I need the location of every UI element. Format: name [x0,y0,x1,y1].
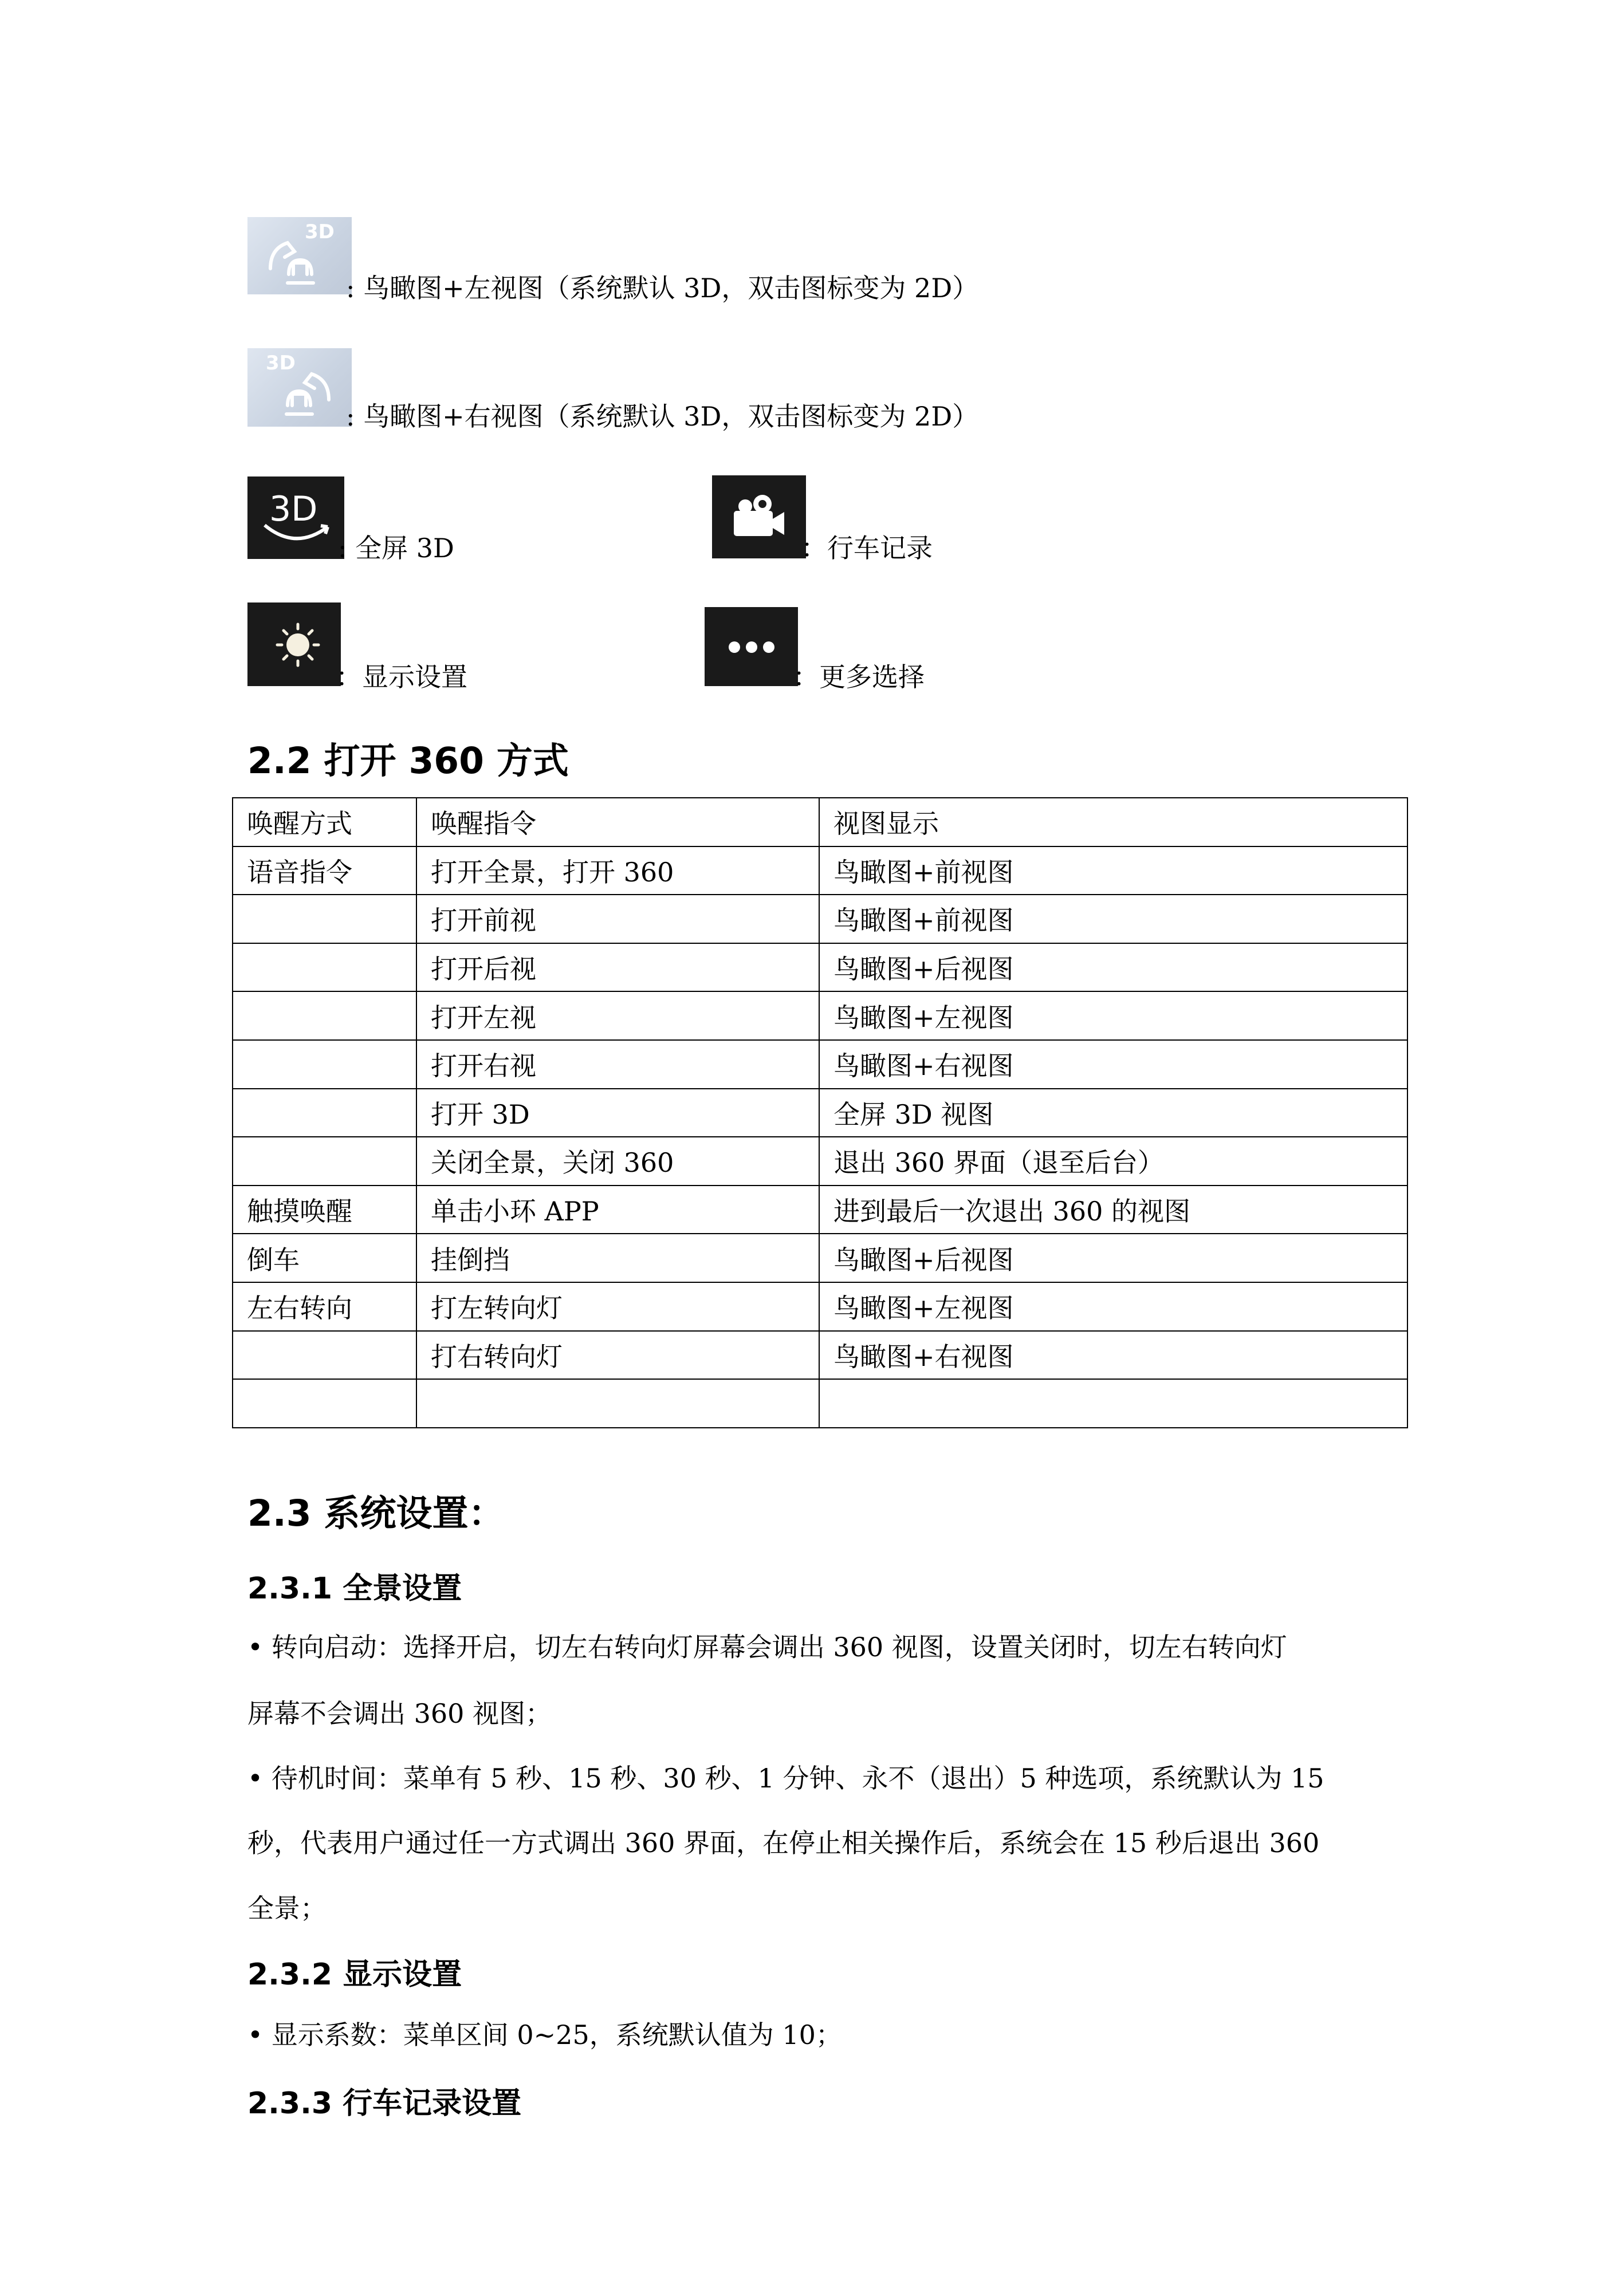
wake-method-cell [233,895,416,943]
wake-command-cell: 关闭全景，关闭 360 [416,1137,819,1186]
view-display-cell [819,1379,1407,1428]
standby-bullet-line-2: 秒，代表用户通过任一方式调出 360 界面，在停止相关操作后，系统会在 15 秒后退出 360 [247,1828,1320,1858]
view-display-cell: 鸟瞰图+后视图 [819,1234,1407,1282]
wake-method-header: 唤醒方式 [233,798,416,846]
turn-start-bullet-line-2: 屏幕不会调出 360 视图； [247,1698,552,1729]
table-row [233,895,1407,943]
rotate-3d-badge: 3D [269,489,318,529]
view-display-cell: 鸟瞰图+前视图 [819,895,1407,943]
bird-right-3d-badge: 3D [266,352,296,375]
dashcam-caption: ：行车记录 [801,533,933,564]
turn-start-bullet-line-1: • 转向启动：选择开启，切左右转向灯屏幕会调出 360 视图，设置关闭时，切左右转向灯 [247,1632,1287,1663]
wake-method-cell: 触摸唤醒 [233,1186,416,1234]
bird-left-3d-icon[interactable] [247,217,352,294]
section-2-3-1-heading: 2.3.1 全景设置 [247,1572,462,1606]
dots-glyph [705,607,798,686]
wake-methods-table [232,797,1408,1428]
camera-glyph [712,475,806,558]
wake-command-cell: 打右转向灯 [416,1331,819,1380]
standby-bullet-line-3: 全景； [247,1893,327,1924]
table-row [233,846,1407,895]
wake-method-cell: 左右转向 [233,1282,416,1331]
view-display-cell: 鸟瞰图+右视图 [819,1040,1407,1089]
bird-left-3d-glyph [247,217,352,294]
section-2-2-heading: 2.2 打开 360 方式 [247,740,569,782]
table-row [233,1089,1407,1137]
wake-command-cell: 挂倒挡 [416,1234,819,1282]
bird-left-caption: : 鸟瞰图+左视图（系统默认 3D，双击图标变为 2D） [346,273,979,304]
table-row [233,943,1407,992]
more-dots-icon[interactable] [705,607,798,686]
wake-command-cell: 打开右视 [416,1040,819,1089]
table-row [233,1186,1407,1234]
fullscreen-3d-caption: : 全屏 3D [338,533,454,564]
camera-record-icon[interactable] [712,475,806,558]
wake-command-cell: 单击小环 APP [416,1186,819,1234]
wake-command-cell: 打左转向灯 [416,1282,819,1331]
wake-method-cell [233,943,416,992]
view-display-cell: 鸟瞰图+前视图 [819,846,1407,895]
display-coefficient-bullet: • 显示系数：菜单区间 0~25，系统默认值为 10； [247,2019,842,2050]
table-row [233,1379,1407,1428]
wake-method-cell [233,991,416,1040]
wake-command-cell: 打开 3D [416,1089,819,1137]
table-row [233,1234,1407,1282]
bird-left-3d-badge: 3D [305,220,335,243]
wake-command-cell: 打开全景，打开 360 [416,846,819,895]
table-row [233,1137,1407,1186]
wake-method-cell [233,1137,416,1186]
table-header-row [233,798,1407,846]
wake-method-cell [233,1379,416,1428]
view-display-cell: 全屏 3D 视图 [819,1089,1407,1137]
sun-brightness-icon[interactable] [247,602,341,686]
section-2-3-2-heading: 2.3.2 显示设置 [247,1958,462,1992]
wake-method-cell: 语音指令 [233,846,416,895]
more-caption: ：更多选择 [793,661,925,692]
table-row [233,991,1407,1040]
view-display-cell: 鸟瞰图+左视图 [819,1282,1407,1331]
wake-command-cell: 打开后视 [416,943,819,992]
bird-right-3d-icon[interactable] [247,348,352,427]
section-2-3-heading: 2.3 系统设置： [247,1492,505,1534]
table-row [233,1040,1407,1089]
wake-method-cell [233,1040,416,1089]
view-display-cell: 鸟瞰图+左视图 [819,991,1407,1040]
display-caption: ：显示设置 [336,661,467,692]
wake-command-cell [416,1379,819,1428]
sun-glyph [247,602,341,686]
table-row [233,1331,1407,1380]
view-display-cell: 进到最后一次退出 360 的视图 [819,1186,1407,1234]
wake-method-cell: 倒车 [233,1234,416,1282]
view-display-cell: 鸟瞰图+后视图 [819,943,1407,992]
wake-method-cell [233,1331,416,1380]
standby-bullet-line-1: • 待机时间：菜单有 5 秒、15 秒、30 秒、1 分钟、永不（退出）5 种选项，系统默认为 15 [247,1763,1324,1794]
table-row [233,1282,1407,1331]
rotate-3d-icon[interactable] [247,476,344,559]
wake-command-cell: 打开前视 [416,895,819,943]
view-display-cell: 退出 360 界面（退至后台） [819,1137,1407,1186]
wake-method-cell [233,1089,416,1137]
section-2-3-3-heading: 2.3.3 行车记录设置 [247,2086,522,2121]
view-display-cell: 鸟瞰图+右视图 [819,1331,1407,1380]
rotate-arrow-glyph [247,476,344,559]
wake-command-header: 唤醒指令 [416,798,819,846]
view-display-header: 视图显示 [819,798,1407,846]
bird-right-3d-glyph [247,348,352,427]
bird-right-caption: : 鸟瞰图+右视图（系统默认 3D，双击图标变为 2D） [346,401,979,432]
wake-command-cell: 打开左视 [416,991,819,1040]
